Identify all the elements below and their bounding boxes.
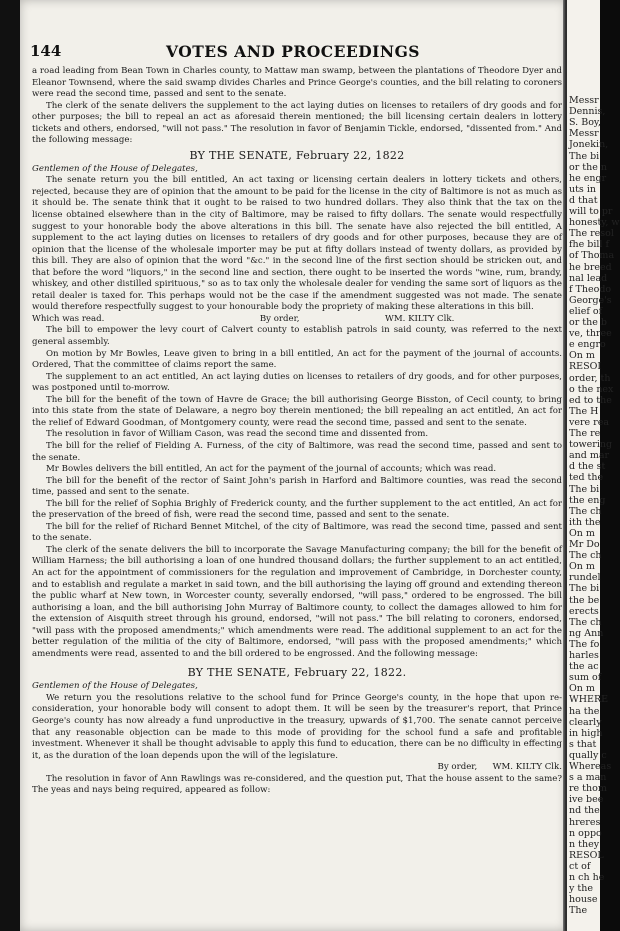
facing-page-fragment: d that [569, 194, 598, 206]
facing-page-fragment: On m [569, 683, 595, 695]
paragraph: The bill for the benefit of the town of Havre de Grace; the bill authorising George Bisston, of Cecil county, to bring into this state from the state of Delaware, a negro boy therein mentioned; the bill repealing an act entitled, An act for the relief of Edward Goodman, of Montgomery county, were read the second time, passed and sent to the senate. [32, 394, 562, 428]
facing-page-fragment: The ch [569, 550, 602, 562]
facing-page-fragment: ted the [569, 472, 604, 484]
facing-page-fragment: vere rea [569, 416, 609, 428]
facing-page-fragment: uts in [569, 183, 596, 195]
facing-page-fragment: s that [569, 738, 597, 750]
facing-page-fragment: The resol [569, 228, 614, 240]
paragraph: The bill for the relief of Fielding A. Furness, of the city of Baltimore, was read the second time, passed and sent to the senate. [32, 440, 562, 463]
facing-page-fragment: rundel [569, 572, 601, 584]
facing-page-fragment: fhe bill f [569, 239, 610, 251]
facing-page-fragment: n oppo [569, 827, 602, 839]
paragraph: The bill for the benefit of the rector of Saint John's parish in Harford and Baltimore counties, was read the second time, passed and sent to the senate. [32, 475, 562, 498]
facing-page-fragment: n ch he [569, 872, 605, 883]
facing-page-fragment: erects [569, 605, 599, 617]
facing-page-fragment: y the [569, 883, 593, 895]
paragraph: The clerk of the senate delivers the bill to incorporate the Savage Manufacturing company; the bill for the benefit of William Harness; the bill authorising a loan of one hundred thousand dollars; the further supplement to an act entitled, An act for the appointment of commissioners for the regulation and improvement of Cambridge, in Dorchester county, and to establish and regulate a market in said town, and the bill authorising the laying off ground and extending thereon the public wharf at New town, in Worcester county, severally endorsed, "will pass," ordered to be engrossed. The bill authorising a loan, and the bill authorising John Murray of Baltimore county, to collect the damages allowed to him for the extension of Aisquith street through his ground, endorsed, "will not pass." The bill relating to coroners, endorsed, "will pass with the proposed amendments;" which amendments were read. The additional supplement to an act for the better regulation of the militia of the city of Baltimore, endorsed, "will pass with the proposed amendments;" which amendments were read, assented to and the bill ordered to be engrossed. And the following message: [32, 544, 562, 659]
clerk-signature: WM. KILTY Clk. [492, 762, 562, 773]
facing-page-fragment: ed to the [569, 394, 612, 406]
facing-page-fragment: ha the [569, 705, 600, 717]
facing-page-fragment: the eng [569, 494, 606, 506]
facing-page-fragment: ng Ann [569, 627, 604, 639]
facing-page-fragment: WHERE [569, 694, 609, 706]
facing-page-fragment: ive bee [569, 794, 604, 806]
facing-page-fragment: or the n [569, 161, 607, 173]
paragraph: The resolution in favor of William Cason, was read the second time and dissented from. [46, 429, 429, 440]
facing-page-fragment: Whereas [569, 761, 612, 772]
facing-page-fragment: will to pr [569, 206, 613, 217]
message-heading: BY THE SENATE, February 22, 1822 [189, 148, 405, 162]
facing-page-fragment: On m [569, 561, 595, 573]
facing-page-fragment: and mar [569, 450, 610, 462]
by-order: By order, [437, 762, 478, 773]
paragraph: We return you the resolutions relative to the school fund for Prince George's county, in the hope that upon re-consideration, your honorable body will consent to adopt them. It will be seen by the treasurer's report, that Prince George's county has now already a fund unproductive in the treasury, upwards of $1,700. The senate cannot perceive that any reasonable objection can be made to this mode of providing for the school fund a safe and profitable investment. Whenever it shall be thought advisable to apply this fund to education, there can be no difficulty in effecting it, as the duration of the loan depends upon the will of the legislature. [32, 692, 562, 761]
facing-page-fragment: nal lead [569, 272, 608, 284]
facing-page-fragment: f Theodo [569, 283, 612, 295]
facing-page-fragment: Jonekin, [569, 139, 609, 151]
facing-page-fragment: o the nex [569, 383, 614, 395]
paragraph: Mr Bowles delivers the bill entitled, An act for the payment of the journal of accounts; which was read. [46, 464, 497, 475]
message-addressee: Gentlemen of the House of Delegates, [32, 681, 198, 692]
facing-page-fragment: towering [569, 439, 613, 451]
facing-page-fragment: Mr Do [569, 539, 600, 550]
facing-page-fragment: The ch [569, 616, 602, 628]
facing-page-fragment: On m [569, 527, 595, 539]
facing-page-fragment: Messr [569, 128, 599, 140]
facing-page-fragment: house [569, 894, 598, 906]
clerk-signature: WM. KILTY Clk. [384, 313, 455, 324]
facing-page-fragment: The H [569, 405, 599, 417]
message-addressee: Gentlemen of the House of Delegates, [32, 163, 198, 174]
facing-page-fragment: nd the [569, 805, 600, 817]
facing-page-fragment: S. Boy, [569, 117, 602, 129]
facing-page-fragment: order, th [569, 372, 611, 384]
paragraph: The bill for the relief of Richard Bennet Mitchel, of the city of Baltimore, was read the second time, passed and sent to the senate. [32, 521, 562, 544]
facing-page-fragment: clearly [569, 716, 602, 728]
message-heading: BY THE SENATE, February 22, 1822. [187, 666, 407, 680]
facing-page-fragment: RESOL [569, 849, 604, 861]
facing-page-fragment: George's [569, 294, 612, 306]
facing-page-fragment: The ch [569, 505, 602, 517]
facing-page-fragment: honesty, w [569, 217, 620, 229]
facing-page-fragment: The bi [569, 583, 600, 595]
paragraph: On motion by Mr Bowles, Leave given to bring in a bill entitled, An act for the payment of the journal of accounts. Ordered, That the committee of claims report the same. [32, 348, 562, 371]
facing-page-fragment: elief of [569, 305, 603, 317]
facing-page-fragment: ith the [569, 516, 601, 528]
facing-page-fragment: The bi [569, 483, 600, 495]
facing-page-fragment: qually c [569, 749, 607, 761]
facing-page-fragment: harles [569, 650, 599, 661]
paragraph: The supplement to an act entitled, An act laying duties on licenses to retailers of dry goods, and for other purposes, was postponed until to-morrow. [32, 371, 562, 394]
facing-page-fragment: s a man [569, 772, 607, 784]
facing-page-edge [567, 0, 620, 931]
book-page [20, 0, 566, 931]
paragraph: The bill for the relief of Sophia Brighly of Frederick county, and the further supplement to the act entitled, An act for the preservation of the breed of fish, were read the second time, passed and sent to the senate. [32, 498, 562, 521]
facing-page-fragment: The [569, 905, 588, 917]
paragraph: The clerk of the senate delivers the supplement to the act laying duties on licenses to retailers of dry goods and for other purposes; the bill to repeal an act as aforesaid therein mentioned; the bill licensing certain dealers in lottery tickets and others, endorsed, "will not pass." The resolution in favor of Benjamin Tickle, endorsed, "dissented from." And the following message: [32, 100, 562, 146]
page-number: 144 [30, 42, 62, 60]
facing-page-fragment: n they [569, 838, 600, 850]
page-body [32, 66, 562, 797]
facing-page-fragment: On m [569, 350, 595, 362]
facing-page-fragment: re thom [569, 783, 607, 795]
facing-page-fragment: hreres [569, 816, 601, 828]
facing-page-fragment: Dennis, [569, 106, 606, 118]
facing-page-fragment: The re [569, 428, 601, 439]
facing-page-fragment: sum of [569, 672, 602, 684]
facing-page-fragment: Messr [569, 95, 599, 106]
message-closing [32, 762, 562, 774]
facing-page-fragment: or the b [569, 317, 607, 328]
paragraph: The bill to empower the levy court of Calvert county to establish patrols in said county, was referred to the next general assembly. [32, 325, 562, 348]
facing-page-fragment: the be [569, 594, 600, 606]
facing-page-fragment: in high [569, 727, 603, 739]
running-title: VOTES AND PROCEEDINGS [165, 42, 421, 61]
facing-page-fragment: RESOI [569, 361, 602, 373]
facing-page-fragment: The bi [569, 150, 600, 162]
facing-page-fragment: ve, three [569, 328, 612, 340]
which-was-read: Which was read. [32, 313, 105, 324]
facing-page-fragment: ct of [569, 860, 591, 872]
facing-page-fragment: he engr [569, 172, 607, 184]
facing-page-fragment: e engro [569, 339, 606, 351]
facing-page-fragment: he breed [569, 261, 612, 273]
facing-page-fragment: d the st [569, 461, 606, 473]
page-header [20, 42, 566, 66]
paragraph: The senate return you the bill entitled, An act taxing or licensing certain dealers in lottery tickets and others, rejected, because they are of opinion that the amount to be paid for the license in the city of Baltimore is not as much as it should be. The senate think that it ought to be raised to two hundred dollars. They also think that the tax on the license obtained elsewhere than in the city of Baltimore, may be raised to fifty dollars. The senate would respectfully suggest to your honorable body the above alterations in this bill. The senate have also rejected the bill entitled, A supplement to the act laying duties on licenses to retailers of dry goods and for other purposes, because they are of opinion that the license of the wholesale importer may be put at fifty dollars instead of twenty dollars, as provided by this bill. They are also of opinion that the word "&c." in the second line of the first section should be stricken out, and that before the word "liquors," in the second line and section, there ought to be inserted the words "wine, rum, brandy, whiskey, and other distilled spirituous," so as to tax only the wholesale dealer for vending the same sort of liquors as the retail dealer is taxed for. This perhaps would not be the case if the amendment suggested was not made. The senate would therefore respectfully suggest to your honourable body the propriety of making these alterations in this bill. [32, 175, 562, 313]
facing-page-fragment: of Thoma [569, 250, 615, 262]
by-order: By order, [259, 313, 300, 324]
paragraph: The resolution in favor of Ann Rawlings was re-considered, and the question put, That the house assent to the same? The yeas and nays being required, appeared as follow: [32, 773, 562, 796]
facing-page-fragment: the ac [569, 661, 599, 673]
paragraph: a road leading from Bean Town in Charles county, to Mattaw man swamp, between the plantations of Theodore Dyer and Eleanor Townsend, where the said swamp divides Charles and Prince George's counties, and the bill relating to coroners were read the second time, passed and sent to the senate. [32, 66, 562, 100]
facing-page-fragment: The fo [569, 638, 600, 650]
message-closing [32, 314, 562, 326]
